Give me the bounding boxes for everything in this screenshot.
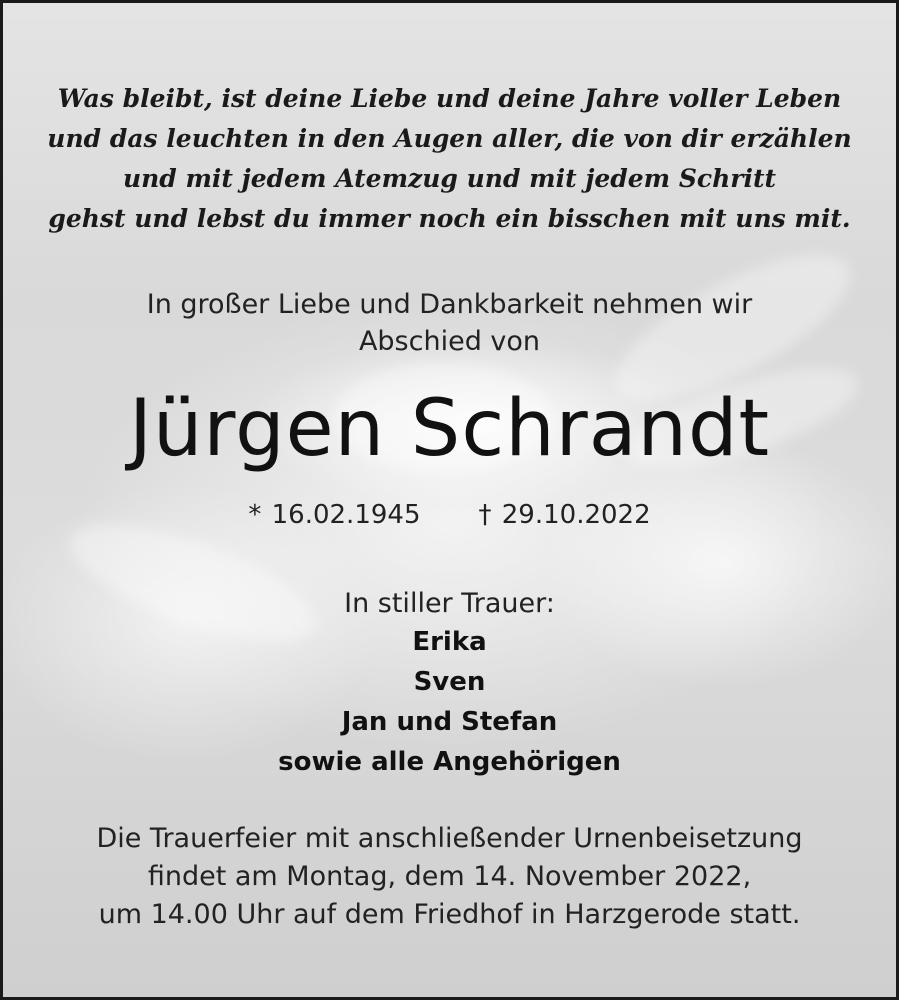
death-date: † 29.10.2022	[478, 500, 651, 530]
memorial-verse	[3, 79, 896, 239]
ceremony-line: um 14.00 Uhr auf dem Friedhof in Harzgerode statt.	[98, 899, 801, 930]
ceremony-line: Die Trauerfeier mit anschließender Urnenbeisetzung	[96, 823, 803, 854]
verse-line: und das leuchten in den Augen aller, die von dir erzählen	[47, 124, 852, 153]
verse-line: Was bleibt, ist deine Liebe und deine Jahre voller Leben	[57, 84, 842, 113]
mourner-name: Sven	[413, 667, 486, 697]
verse-line: und mit jedem Atemzug und mit jedem Schritt	[122, 164, 777, 193]
ceremony-info	[3, 820, 896, 934]
mourner-name: Erika	[412, 627, 487, 657]
intro-line: In großer Liebe und Dankbarkeit nehmen wir	[146, 289, 753, 320]
mourners-heading: In stiller Trauer:	[344, 588, 555, 619]
life-dates	[3, 497, 896, 533]
birth-date: * 16.02.1945	[248, 500, 421, 530]
intro-line: Abschied von	[358, 326, 541, 357]
ceremony-line: findet am Montag, dem 14. November 2022,	[147, 861, 752, 892]
deceased-name: Jürgen Schrandt	[128, 384, 771, 474]
verse-line: gehst und lebst du immer noch ein bisschen mit uns mit.	[48, 204, 851, 233]
mourner-name: Jan und Stefan	[341, 707, 558, 737]
farewell-intro	[3, 286, 896, 360]
mourners-list	[3, 622, 896, 782]
mourner-name: sowie alle Angehörigen	[278, 747, 621, 777]
